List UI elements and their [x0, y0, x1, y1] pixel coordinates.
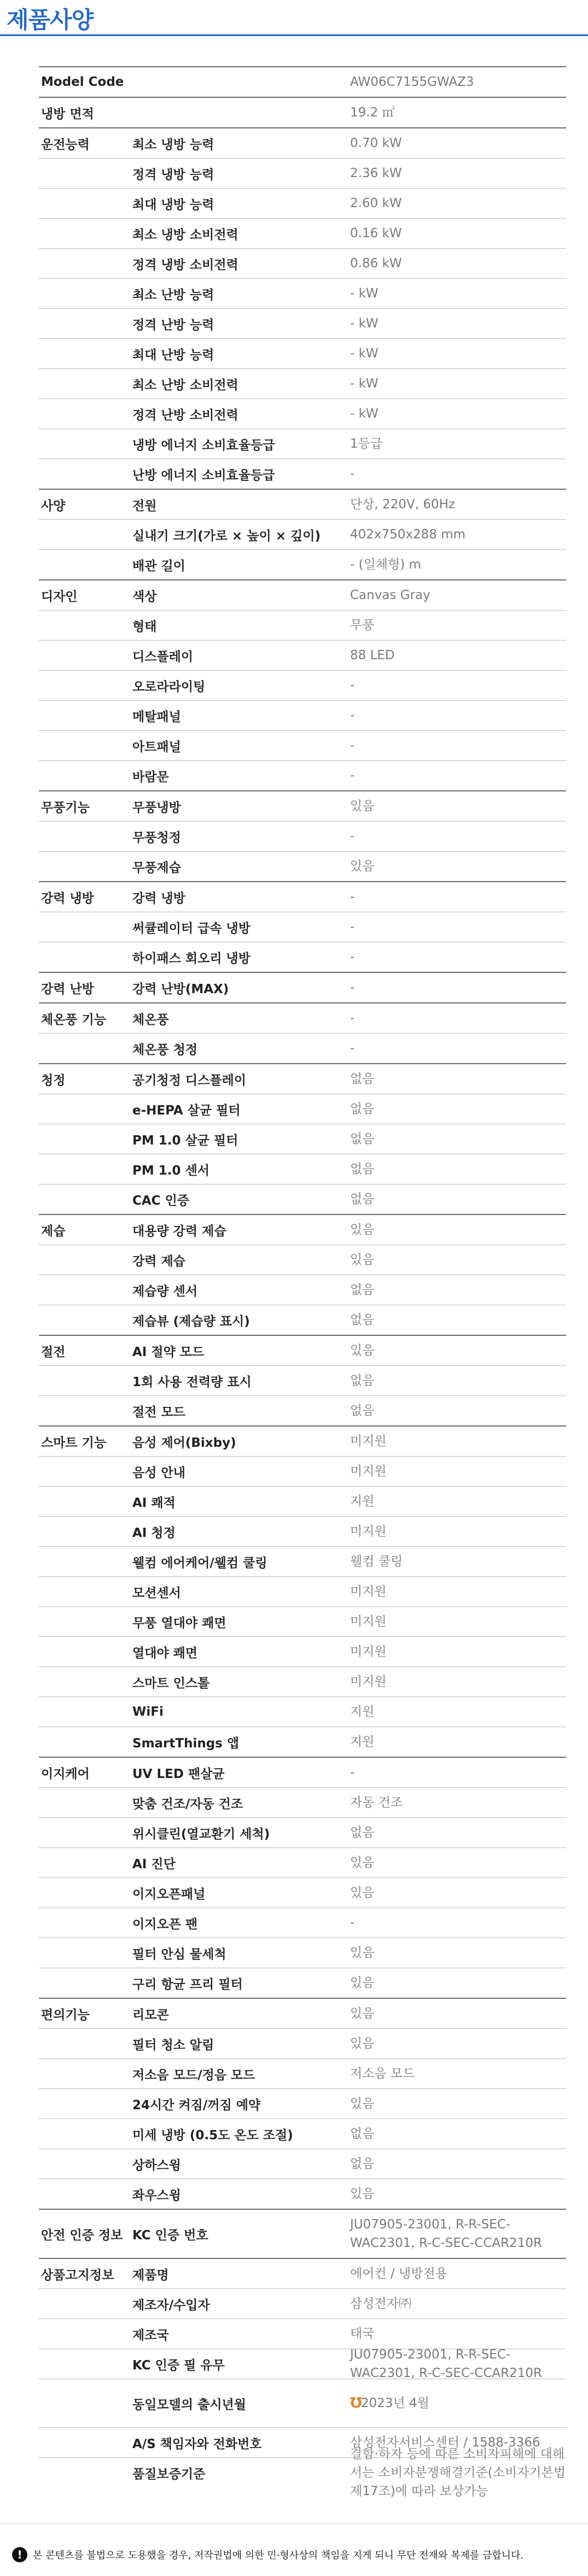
spec-row — [39, 2289, 566, 2319]
spec-table — [39, 66, 566, 2498]
spec-key: AI 진단 — [132, 1857, 176, 1871]
spec-row — [39, 1214, 566, 1245]
spec-row — [39, 127, 566, 158]
spec-value-text: 2023년 4월 — [361, 2396, 429, 2410]
spec-row — [39, 972, 566, 1002]
spec-key: 제습뷰 (제습량 표시) — [132, 1314, 250, 1329]
spec-key: 최대 냉방 능력 — [132, 197, 214, 212]
spec-value: - — [350, 708, 355, 723]
spec-key: 무풍 열대야 쾌면 — [132, 1616, 226, 1630]
spec-row — [39, 2058, 566, 2088]
spec-value: JU07905-23001, R-R-SEC-WAC2301, R-C-SEC-CCAR210R — [350, 2217, 542, 2250]
spec-value: - — [350, 950, 355, 964]
spec-row — [39, 1636, 566, 1667]
spec-row — [39, 1063, 566, 1094]
spec-row — [39, 670, 566, 700]
spec-row — [39, 730, 566, 760]
spec-value: - — [350, 738, 355, 753]
spec-value: 있음 — [350, 1223, 375, 1237]
spec-group-label: 디자인 — [41, 589, 78, 604]
spec-row — [39, 2258, 566, 2289]
spec-row — [39, 1757, 566, 1787]
spec-value: - — [350, 1765, 355, 1780]
spec-value: - — [350, 829, 355, 843]
spec-key: 음성 제어(Bixby) — [132, 1435, 236, 1450]
spec-key: 정격 난방 소비전력 — [132, 408, 238, 423]
spec-key: 웰컴 에어케어/웰컴 쿨링 — [132, 1556, 267, 1570]
spec-key: PM 1.0 센서 — [132, 1163, 209, 1178]
spec-row — [39, 2088, 566, 2119]
spec-row — [39, 1516, 566, 1546]
spec-value: 있음 — [350, 1946, 375, 1960]
spec-row — [39, 158, 566, 188]
spec-key: 체온풍 — [132, 1012, 169, 1027]
spec-row — [39, 1184, 566, 1214]
spec-key: 난방 에너지 소비효율등급 — [132, 468, 275, 483]
spec-value: 미지원 — [350, 1524, 387, 1539]
spec-row — [39, 248, 566, 278]
spec-value: - — [350, 981, 355, 995]
spec-value: 태국 — [350, 2327, 375, 2341]
spec-value: 없음 — [350, 1132, 375, 1146]
spec-row — [39, 700, 566, 730]
spec-row — [39, 2179, 566, 2209]
spec-key: 강력 제습 — [132, 1254, 185, 1269]
spec-row — [39, 1968, 566, 1998]
spec-value: 있음 — [350, 2006, 375, 2021]
spec-group-label: 안전 인증 정보 — [41, 2228, 123, 2243]
spec-row — [39, 429, 566, 459]
spec-row — [39, 881, 566, 912]
spec-value: 402x750x288 mm — [350, 527, 466, 542]
spec-group-label: 이지케어 — [41, 1767, 90, 1781]
spec-value: 결함·하자 등에 따른 소비자피해에 대해서는 소비자분쟁해결기준(소비자기본법 제17조)에 따라 보상가능 — [350, 2447, 566, 2498]
spec-value: - — [350, 1011, 355, 1025]
spec-value: 없음 — [350, 1826, 375, 1840]
spec-value: 있음 — [350, 2037, 375, 2051]
spec-key: 하이패스 회오리 냉방 — [132, 951, 251, 966]
spec-key: 최대 난방 능력 — [132, 348, 214, 362]
spec-value: - kW — [350, 286, 379, 301]
spec-key: 이지오픈 팬 — [132, 1917, 198, 1932]
copyright-notice — [12, 2547, 581, 2562]
spec-key: UV LED 팬살균 — [132, 1767, 225, 1781]
spec-value: 있음 — [350, 1886, 375, 1900]
spec-key: 최소 냉방 소비전력 — [132, 227, 238, 242]
spec-group-label: 스마트 기능 — [41, 1435, 107, 1450]
spec-value: 단상, 220V, 60Hz — [350, 497, 455, 512]
spec-key: 스마트 인스톨 — [132, 1676, 210, 1691]
spec-key: KC 인증 번호 — [132, 2228, 208, 2243]
warning-icon: ! — [12, 2547, 27, 2562]
spec-row — [39, 851, 566, 881]
spec-value: 자동 건조 — [350, 1795, 403, 1810]
spec-group-label: 냉방 면적 — [41, 107, 94, 121]
spec-key: 최소 난방 소비전력 — [132, 378, 238, 392]
spec-value: 88 LED — [350, 648, 395, 662]
spec-value: 있음 — [350, 1253, 375, 1267]
spec-value: Canvas Gray — [350, 588, 430, 602]
spec-row — [39, 489, 566, 519]
spec-row — [39, 1727, 566, 1757]
spec-row — [39, 278, 566, 308]
spec-key: 공기청정 디스플레이 — [132, 1073, 246, 1088]
spec-row — [39, 1847, 566, 1877]
spec-key: e-HEPA 살균 필터 — [132, 1103, 241, 1118]
spec-key: 제품명 — [132, 2268, 169, 2282]
spec-value: 있음 — [350, 799, 375, 813]
spec-row — [39, 188, 566, 218]
spec-value: 있음 — [350, 1343, 375, 1358]
spec-row — [39, 1154, 566, 1184]
spec-key: 전원 — [132, 498, 157, 513]
spec-row — [39, 1245, 566, 1275]
spec-row — [39, 1365, 566, 1395]
spec-row — [39, 338, 566, 368]
spec-row — [39, 1456, 566, 1486]
spec-row — [39, 2119, 566, 2149]
spec-value: 없음 — [350, 1162, 375, 1176]
spec-value: - — [350, 467, 355, 481]
spec-value: 지원 — [350, 1735, 375, 1749]
spec-key: 품질보증기준 — [132, 2467, 206, 2481]
spec-key: 형태 — [132, 619, 157, 634]
spec-row — [39, 2447, 566, 2498]
spec-value: 0.16 kW — [350, 226, 402, 240]
spec-key: 구리 항균 프리 필터 — [132, 1977, 243, 1992]
spec-row — [39, 368, 566, 398]
spec-key: 절전 모드 — [132, 1405, 185, 1419]
spec-value: 지원 — [350, 1494, 375, 1509]
spec-group-label: 상품고지정보 — [41, 2268, 114, 2282]
spec-row — [39, 1033, 566, 1063]
spec-value: 있음 — [350, 859, 375, 873]
spec-key: A/S 책임자와 전화번호 — [132, 2437, 262, 2451]
spec-key: 열대야 쾌면 — [132, 1646, 198, 1660]
spec-group-label: Model Code — [41, 75, 124, 89]
spec-value: 1등급 — [350, 437, 383, 451]
spec-value: - — [350, 890, 355, 904]
spec-value: JU07905-23001, R-R-SEC-WAC2301, R-C-SEC-CCAR210R — [350, 2348, 542, 2380]
spec-key: 무풍청정 — [132, 830, 181, 845]
spec-key: 최소 냉방 능력 — [132, 137, 214, 152]
spec-key: 정격 냉방 소비전력 — [132, 257, 238, 272]
spec-value: - — [350, 1041, 355, 1055]
spec-row — [39, 2349, 566, 2379]
spec-group-label: 편의기능 — [41, 2008, 90, 2022]
spec-value: 없음 — [350, 2127, 375, 2141]
spec-key: 체온풍 청정 — [132, 1042, 198, 1057]
spec-value: AW06C7155GWAZ3 — [350, 75, 474, 89]
spec-key: 배관 길이 — [132, 559, 185, 573]
spec-value: 무풍 — [350, 618, 375, 632]
spec-group-label: 절전 — [41, 1345, 66, 1359]
spec-row — [39, 1787, 566, 1817]
spec-group-label: 운전능력 — [41, 137, 90, 152]
spec-key: 리모콘 — [132, 2008, 169, 2022]
spec-value: 지원 — [350, 1705, 375, 1719]
spec-key: 무풍냉방 — [132, 800, 181, 815]
spec-value: - — [350, 920, 355, 934]
spec-row — [39, 2028, 566, 2058]
spec-value: 없음 — [350, 1404, 375, 1418]
spec-value: 미지원 — [350, 1434, 387, 1448]
spec-group-label: 무풍기능 — [41, 800, 90, 815]
spec-value — [350, 2394, 566, 2413]
spec-key: 위시클린(열교환기 세척) — [132, 1827, 270, 1841]
spec-value: - — [350, 1916, 355, 1930]
spec-row — [39, 790, 566, 821]
spec-value: - kW — [350, 407, 379, 421]
spec-row — [39, 1817, 566, 1847]
spec-value: 저소음 모드 — [350, 2067, 415, 2081]
spec-row — [39, 2209, 566, 2258]
spec-key: 정격 냉방 능력 — [132, 167, 214, 182]
spec-key: 1회 사용 전력량 표시 — [132, 1375, 252, 1389]
spec-value: 미지원 — [350, 1645, 387, 1659]
spec-row — [39, 2379, 566, 2427]
spec-key: 강력 냉방 — [132, 891, 185, 906]
spec-row — [39, 1094, 566, 1124]
spec-value: 삼성전자서비스센터 / 1588-3366 — [350, 2436, 540, 2450]
spec-key: 실내기 크기(가로 × 높이 × 깊이) — [132, 529, 321, 543]
spec-row — [39, 2149, 566, 2179]
spec-row — [39, 1275, 566, 1305]
spec-value: 19.2 ㎡ — [350, 105, 395, 120]
copyright-text: 본 콘텐츠를 불법으로 도용했을 경우, 저작권법에 의한 민·형사상의 책임을 지게 되니 무단 전재와 복제를 금합니다. — [33, 2550, 524, 2561]
spec-value: 없음 — [350, 1313, 375, 1327]
spec-row — [39, 1425, 566, 1456]
spec-key: 맞춤 건조/자동 건조 — [132, 1797, 243, 1811]
spec-group-label: 강력 난방 — [41, 982, 94, 996]
spec-row — [39, 1908, 566, 1938]
spec-key: 음성 안내 — [132, 1465, 185, 1480]
spec-row — [39, 1938, 566, 1968]
spec-value: 미지원 — [350, 1675, 387, 1689]
spec-value: - kW — [350, 377, 379, 391]
spec-row — [39, 579, 566, 610]
spec-row — [39, 1697, 566, 1727]
spec-key: 24시간 켜짐/꺼짐 예약 — [132, 2098, 261, 2113]
kc-certification-icon: ℧ — [350, 2395, 363, 2411]
spec-row — [39, 1486, 566, 1516]
spec-value: 없음 — [350, 2157, 375, 2171]
spec-value: 있음 — [350, 1856, 375, 1870]
spec-value: 없음 — [350, 1072, 375, 1086]
spec-key: 아트패널 — [132, 740, 181, 754]
spec-key: AI 절약 모드 — [132, 1345, 205, 1359]
spec-key: 상하스윙 — [132, 2158, 181, 2173]
spec-row — [39, 1335, 566, 1365]
spec-key: 동일모델의 출시년월 — [132, 2397, 246, 2412]
spec-row — [39, 66, 566, 97]
spec-key: 최소 난방 능력 — [132, 287, 214, 302]
spec-value: 없음 — [350, 1192, 375, 1206]
spec-key: WiFi — [132, 1705, 164, 1719]
spec-key: 제조자/수입자 — [132, 2298, 210, 2313]
spec-key: 메탈패널 — [132, 709, 181, 724]
spec-key: 제조국 — [132, 2328, 169, 2343]
spec-key: AI 쾌적 — [132, 1495, 176, 1510]
spec-row — [39, 760, 566, 790]
spec-row — [39, 97, 566, 127]
spec-value: 2.60 kW — [350, 196, 402, 210]
spec-key: 색상 — [132, 589, 157, 604]
spec-row — [39, 308, 566, 338]
spec-group-label: 체온풍 기능 — [41, 1012, 107, 1027]
spec-key: 미세 냉방 (0.5도 온도 조절) — [132, 2128, 293, 2143]
spec-key: 강력 난방(MAX) — [132, 982, 229, 996]
spec-value: 웰컴 쿨링 — [350, 1554, 403, 1569]
spec-row — [39, 1576, 566, 1606]
spec-key: 오로라라이팅 — [132, 679, 206, 694]
spec-row — [39, 398, 566, 429]
title-divider — [0, 34, 588, 36]
spec-value: - — [350, 678, 355, 693]
spec-row — [39, 1606, 566, 1636]
spec-key: SmartThings 앱 — [132, 1736, 240, 1751]
spec-key: 제습량 센서 — [132, 1284, 198, 1299]
spec-row — [39, 1546, 566, 1576]
spec-value: 없음 — [350, 1283, 375, 1297]
spec-value: - (일체형) m — [350, 558, 421, 572]
spec-value: 없음 — [350, 1102, 375, 1116]
spec-value: 있음 — [350, 2097, 375, 2111]
spec-row — [39, 1877, 566, 1908]
spec-row — [39, 1667, 566, 1697]
spec-row — [39, 519, 566, 549]
spec-key: 디스플레이 — [132, 649, 194, 664]
spec-row — [39, 218, 566, 248]
spec-value: - kW — [350, 316, 379, 331]
spec-group-label: 제습 — [41, 1224, 66, 1239]
spec-row — [39, 821, 566, 851]
spec-row — [39, 1998, 566, 2028]
spec-key: 이지오픈패널 — [132, 1887, 206, 1902]
page-title: 제품사양 — [7, 7, 94, 33]
spec-key: 써큘레이터 급속 냉방 — [132, 921, 251, 936]
spec-value: 미지원 — [350, 1585, 387, 1599]
spec-row — [39, 1395, 566, 1425]
spec-value: 없음 — [350, 1374, 375, 1388]
spec-row — [39, 1124, 566, 1154]
spec-key: 냉방 에너지 소비효율등급 — [132, 438, 275, 453]
spec-key: 무풍제습 — [132, 860, 181, 875]
spec-row — [39, 459, 566, 489]
spec-value: 있음 — [350, 2187, 375, 2201]
spec-value: 2.36 kW — [350, 166, 402, 180]
spec-row — [39, 942, 566, 972]
spec-group-label: 사양 — [41, 498, 66, 513]
spec-value: 있음 — [350, 1976, 375, 1990]
spec-row — [39, 2319, 566, 2349]
spec-key: 필터 안심 물세척 — [132, 1947, 226, 1962]
spec-key: KC 인증 필 유무 — [132, 2358, 225, 2373]
spec-group-label: 청정 — [41, 1073, 66, 1088]
spec-value: 삼성전자㈜ — [350, 2297, 411, 2311]
spec-value: 미지원 — [350, 1464, 387, 1478]
spec-key: 저소음 모드/정음 모드 — [132, 2068, 255, 2082]
spec-value: 에어컨 / 냉방전용 — [350, 2267, 447, 2281]
spec-value: 미지원 — [350, 1615, 387, 1629]
spec-value: 0.86 kW — [350, 256, 402, 271]
spec-row — [39, 1305, 566, 1335]
spec-row — [39, 549, 566, 579]
spec-row — [39, 1002, 566, 1033]
spec-row — [39, 640, 566, 670]
spec-row — [39, 610, 566, 640]
spec-key: CAC 인증 — [132, 1193, 190, 1208]
spec-key: 정격 난방 능력 — [132, 318, 214, 332]
spec-key: 대용량 강력 제습 — [132, 1224, 226, 1239]
spec-key: 필터 청소 알림 — [132, 2038, 214, 2052]
spec-key: 좌우스윙 — [132, 2188, 181, 2203]
spec-value: - kW — [350, 347, 379, 361]
spec-group-label: 강력 냉방 — [41, 891, 94, 906]
spec-key: 바람문 — [132, 770, 169, 784]
spec-value: - — [350, 768, 355, 783]
spec-value: 0.70 kW — [350, 136, 402, 150]
spec-key: 모션센서 — [132, 1586, 181, 1600]
spec-row — [39, 912, 566, 942]
spec-key: AI 청정 — [132, 1525, 176, 1540]
spec-key: PM 1.0 살균 필터 — [132, 1133, 238, 1148]
